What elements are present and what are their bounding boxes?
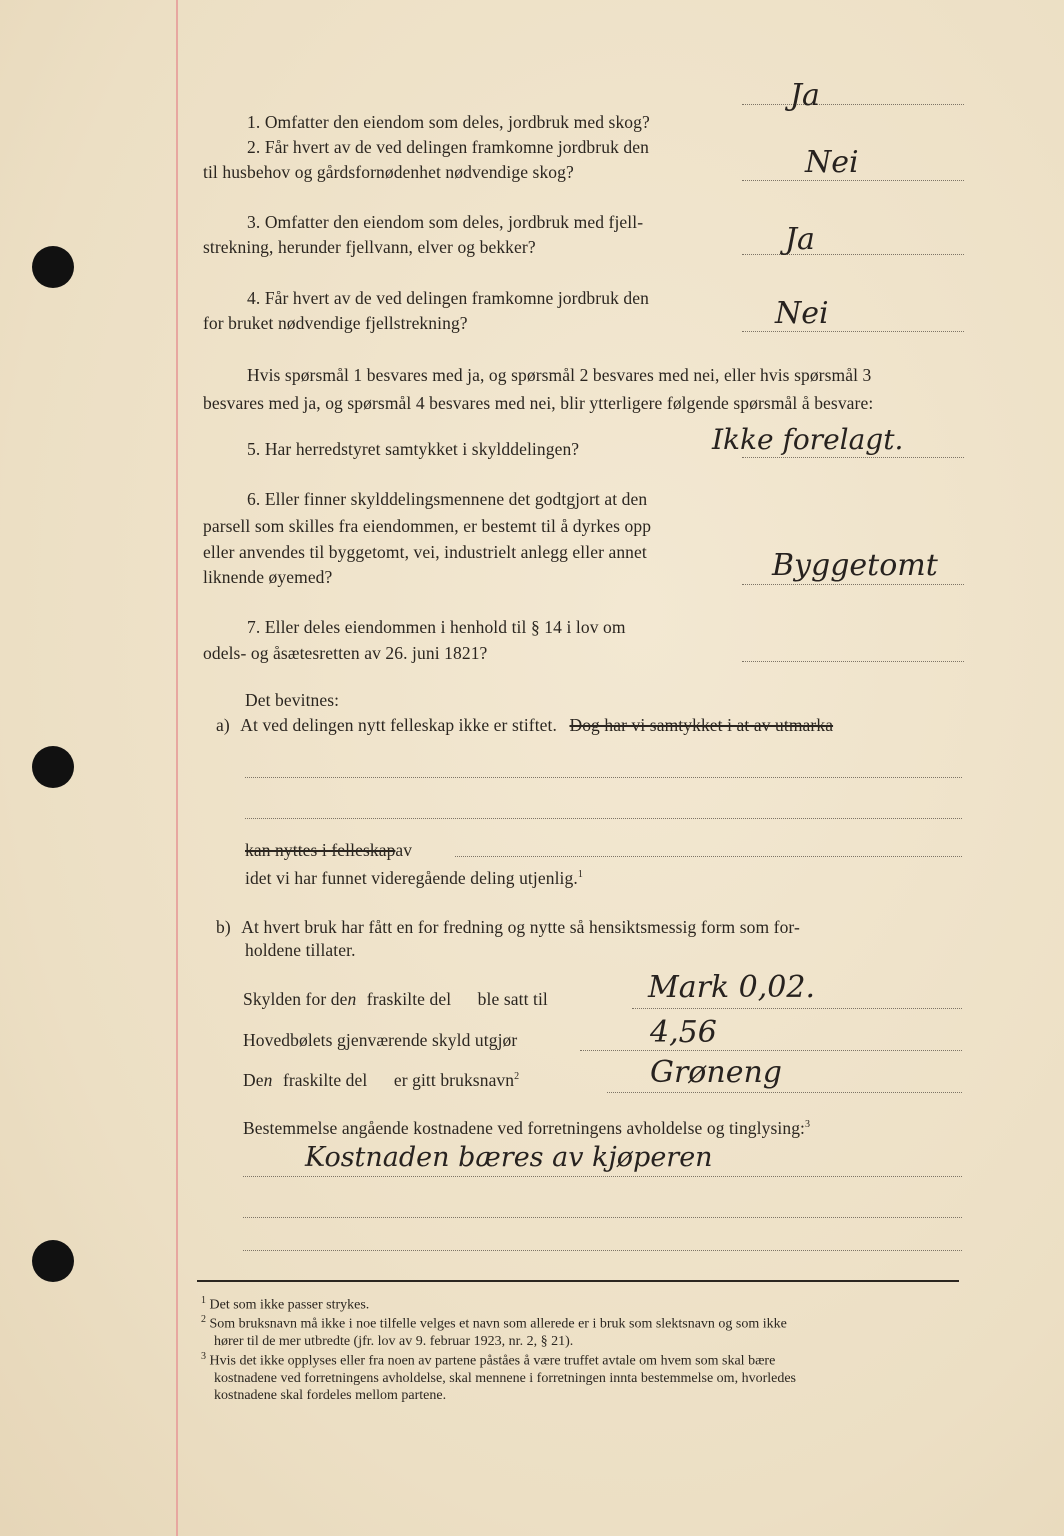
attest-heading: Det bevitnes: [245,690,340,710]
bruksnavn-line [607,1092,962,1093]
attest-a-tail: idet vi har funnet videregående deling utjenlig.$^1$ [245,868,583,888]
skyld-label: Skylden for den fraskilte del ble satt til [243,989,548,1009]
blank-line [245,777,962,778]
question-6-line-3: eller anvendes til byggetomt, vei, industrielt anlegg eller annet [203,542,647,562]
question-5: 5. Har herredstyret samtykket i skylddelingen? [247,439,580,459]
question-7-line-1: 7. Eller deles eiendommen i henhold til § 14 i lov om [247,617,626,637]
question-3-line-1: 3. Omfatter den eiendom som deles, jordbruk med fjell- [247,212,644,232]
answer-6: Byggetomt [772,548,938,583]
skyld-line [632,1008,962,1009]
hoved-value: 4,56 [650,1015,717,1050]
skyld-value: Mark 0,02. [648,970,815,1005]
question-2-line-1: 2. Får hvert av de ved delingen framkomne jordbruk den [247,137,649,157]
question-6-line-4: liknende øyemed? [203,567,333,587]
attest-a: a) At ved delingen nytt felleskap ikke er stiftet. Dog har vi samtykket i at av utmarka [216,715,834,735]
question-6-line-1: 6. Eller finner skylddelingsmennene det godtgjort at den [247,489,648,509]
condition-line-1: Hvis spørsmål 1 besvares med ja, og spørsmål 2 besvares med nei, eller hvis spørsmål 3 [247,365,872,385]
answer-line-6 [742,584,964,585]
footnote-3: $^3$ Hvis det ikke opplyses eller fra noen av partene påståes å være truffet avtale om hvem som skal bære kostnadene ved forretningens avholdelse, skal mennene i forretningen innta bestemmelse om, hvorledes kostnadene skal fordeles mellom partene. [201,1351,796,1403]
hoved-label: Hovedbølets gjenværende skyld utgjør [243,1030,518,1050]
answer-5: Ikke forelagt. [712,423,904,456]
punch-hole [32,246,74,288]
attest-a-line-2: kan nyttes i felleskapav [245,840,413,860]
attest-b-line-2: holdene tillater. [245,940,356,960]
bruksnavn-value: Grøneng [650,1055,782,1090]
answer-line-5 [742,457,964,458]
struck-text: kan nyttes i felleskap [245,840,396,860]
kostnad-line [243,1176,962,1177]
answer-line-7 [742,661,964,662]
answer-3: Ja [785,222,815,257]
answer-line-2 [742,180,964,181]
condition-line-2: besvares med ja, og spørsmål 4 besvares med nei, blir ytterligere følgende spørsmål å besvare: [203,393,874,413]
struck-text: Dog har vi samtykket i at av utmarka [569,715,834,735]
kostnad-value: Kostnaden bæres av kjøperen [305,1142,713,1173]
question-1: 1. Omfatter den eiendom som deles, jordbruk med skog? [247,112,650,132]
question-7-line-2: odels- og åsætesretten av 26. juni 1821? [203,643,488,663]
footnote-2: $^2$ Som bruksnavn må ikke i noe tilfelle velges et navn som allerede er i bruk som slektsnavn og som ikke hører til de mer utbredte (jfr. lov av 9. februar 1923, nr. 2, § 21). [201,1314,787,1349]
blank-line [243,1217,962,1218]
answer-1: Ja [790,78,820,113]
answer-4: Nei [775,296,829,331]
question-4-line-1: 4. Får hvert av de ved delingen framkomne jordbruk den [247,288,649,308]
hoved-line [580,1050,962,1051]
blank-line [243,1250,962,1251]
kostnad-label: Bestemmelse angående kostnadene ved forretningens avholdelse og tinglysing:$^3$ [243,1118,811,1138]
footnote-rule [197,1280,959,1282]
answer-2: Nei [805,145,859,180]
bruksnavn-label: Den fraskilte del er gitt bruksnavn$^2$ [243,1070,520,1090]
punch-hole [32,746,74,788]
question-6-line-2: parsell som skilles fra eiendommen, er bestemt til å dyrkes opp [203,516,652,536]
punch-hole [32,1240,74,1282]
answer-line-4 [742,331,964,332]
question-3-line-2: strekning, herunder fjellvann, elver og bekker? [203,237,536,257]
answer-line-1 [742,104,964,105]
footnote-1: $^1$ Det som ikke passer strykes. [201,1295,370,1313]
answer-line-3 [742,254,964,255]
question-2-line-2: til husbehov og gårdsfornødenhet nødvendige skog? [203,162,574,182]
red-margin-line [176,0,178,1536]
question-4-line-2: for bruket nødvendige fjellstrekning? [203,313,468,333]
attest-b-line-1: b) At hvert bruk har fått en for fredning og nytte så hensiktsmessig form som for- [216,917,800,937]
blank-line [245,818,962,819]
blank-line [455,856,962,857]
